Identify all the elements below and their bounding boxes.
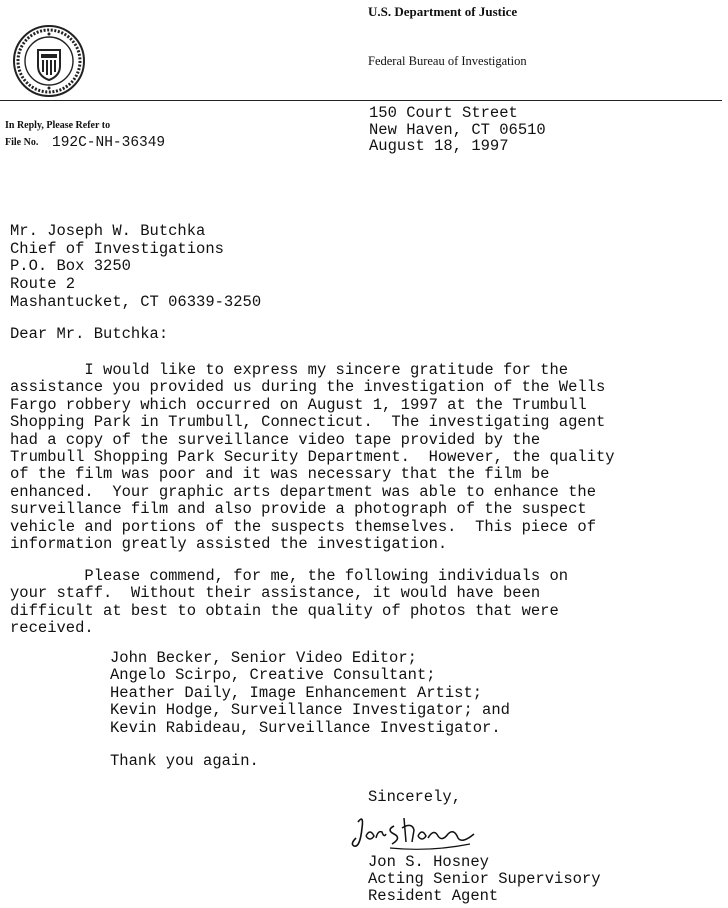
closing: Sincerely,: [368, 788, 462, 806]
bureau-name: Federal Bureau of Investigation: [368, 54, 527, 68]
signer-name: Jon S. Hosney: [368, 853, 489, 871]
file-number-label: File No.: [5, 137, 39, 148]
recipient-line: Mr. Joseph W. Butchka: [10, 222, 206, 240]
body-line: Fargo robbery which occurred on August 1, 1997 at the Trumbull: [10, 395, 587, 414]
body-line: Shopping Park in Trumbull, Connecticut. The investigating agent: [10, 413, 606, 432]
thanks-line: Thank you again.: [110, 752, 259, 770]
recipient-address: [10, 223, 261, 312]
body-paragraph-1: [10, 362, 710, 553]
body-line: your staff. Without their assistance, it would have been: [10, 584, 541, 603]
staff-item: John Becker, Senior Video Editor;: [110, 649, 417, 667]
body-line: I would like to express my sincere gratitude for the: [10, 361, 569, 379]
signer-title-line: Acting Senior Supervisory: [368, 870, 601, 888]
signature-block: [368, 854, 601, 905]
body-line: enhanced. Your graphic arts department was able to enhance the: [10, 482, 596, 501]
staff-item: Kevin Hodge, Surveillance Investigator; and: [110, 701, 510, 720]
file-number: 192C-NH-36349: [52, 135, 166, 151]
recipient-line: P.O. Box 3250: [10, 257, 131, 276]
recipient-line: Mashantucket, CT 06339-3250: [10, 292, 262, 311]
letterhead-divider: [0, 100, 722, 101]
staff-list: [110, 650, 510, 737]
body-line: received.: [10, 619, 94, 638]
sender-street: 150 Court Street: [369, 104, 518, 122]
letter-date: August 18, 1997: [369, 137, 509, 155]
handwritten-signature: [350, 808, 480, 858]
body-line: vehicle and portions of the suspects themselves. This piece of: [10, 517, 596, 536]
fbi-seal-icon: [12, 24, 86, 98]
staff-item: Kevin Rabideau, Surveillance Investigator.: [110, 718, 501, 737]
recipient-line: Chief of Investigations: [10, 239, 224, 258]
body-paragraph-2: [10, 568, 710, 638]
sender-city: New Haven, CT 06510: [369, 120, 546, 139]
reply-reference-label: In Reply, Please Refer to: [5, 120, 111, 131]
recipient-line: Route 2: [10, 275, 76, 294]
body-line: had a copy of the surveillance video tape provided by the: [10, 430, 541, 449]
body-line: Please commend, for me, the following individuals on: [10, 567, 569, 585]
staff-item: Heather Daily, Image Enhancement Artist;: [110, 683, 483, 702]
body-line: surveillance film and also provide a photograph of the suspect: [10, 500, 587, 519]
salutation: Dear Mr. Butchka:: [10, 325, 169, 343]
signer-title-line: Resident Agent: [368, 887, 499, 905]
body-line: of the film was poor and it was necessary that the film be: [10, 465, 550, 484]
body-line: difficult at best to obtain the quality of photos that were: [10, 601, 559, 620]
body-line: assistance you provided us during the investigation of the Wells: [10, 378, 606, 397]
sender-address: [369, 105, 546, 155]
department-name: U.S. Department of Justice: [368, 4, 518, 19]
staff-item: Angelo Scirpo, Creative Consultant;: [110, 666, 436, 685]
body-line: information greatly assisted the investigation.: [10, 535, 448, 554]
body-line: Trumbull Shopping Park Security Department. However, the quality: [10, 448, 615, 467]
